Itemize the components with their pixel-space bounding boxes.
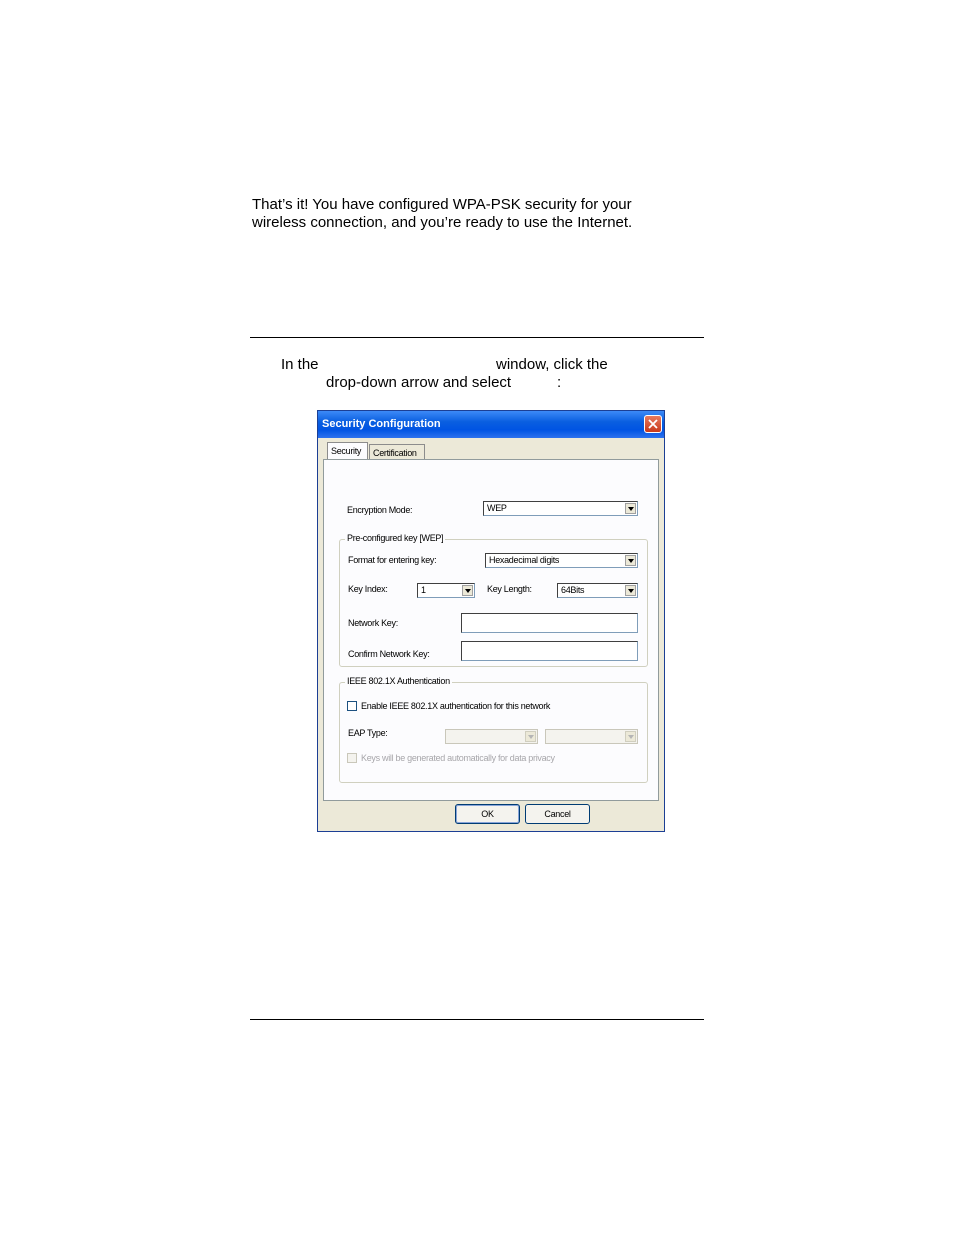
- key-index-dropdown-arrow[interactable]: [462, 585, 473, 596]
- close-icon: [648, 419, 658, 429]
- security-configuration-dialog: [317, 410, 665, 832]
- key-index-select[interactable]: [417, 583, 475, 598]
- tab-certification-label: Certification: [373, 448, 417, 458]
- key-index-label: Key Index:: [348, 584, 388, 594]
- intro-line-1: That’s it! You have configured WPA-PSK security for your: [252, 196, 632, 213]
- network-key-input[interactable]: [461, 613, 638, 633]
- dialog-title: Security Configuration: [322, 418, 441, 430]
- encryption-mode-value: WEP: [487, 503, 507, 513]
- format-label: Format for entering key:: [348, 555, 437, 565]
- title-bar[interactable]: [318, 411, 664, 438]
- encryption-mode-dropdown-arrow[interactable]: [625, 503, 636, 514]
- eap-type-label: EAP Type:: [348, 728, 388, 738]
- ieee-8021x-group: [339, 676, 648, 783]
- chevron-down-icon: [628, 507, 634, 511]
- keys-auto-label: Keys will be generated automatically for data privacy: [361, 753, 555, 763]
- key-length-select[interactable]: [557, 583, 638, 598]
- keys-auto-checkbox[interactable]: [347, 753, 357, 763]
- format-select[interactable]: [485, 553, 638, 568]
- step-text-2b: :: [557, 374, 562, 391]
- encryption-mode-select[interactable]: [483, 501, 638, 516]
- eap-type-select[interactable]: [445, 729, 538, 744]
- intro-line-2: wireless connection, and you’re ready to use the Internet.: [252, 214, 633, 231]
- chevron-down-icon: [628, 589, 634, 593]
- ok-button[interactable]: OK: [455, 804, 520, 824]
- security-tab-panel: [323, 459, 659, 801]
- close-button[interactable]: [644, 415, 662, 433]
- key-length-label: Key Length:: [487, 584, 532, 594]
- cancel-button[interactable]: Cancel: [525, 804, 590, 824]
- step-text-1b: window, click the: [496, 356, 608, 373]
- top-divider: [250, 337, 704, 338]
- preconfigured-key-group-label: Pre-configured key [WEP]: [347, 533, 444, 543]
- enable-ieee-checkbox[interactable]: [347, 701, 357, 711]
- step-text-1a: In the: [281, 356, 319, 373]
- tab-security-label: Security: [331, 446, 362, 456]
- chevron-down-icon: [465, 589, 471, 593]
- eap-subtype-select[interactable]: [545, 729, 638, 744]
- chevron-down-icon: [528, 735, 534, 739]
- confirm-network-key-input[interactable]: [461, 641, 638, 661]
- chevron-down-icon: [628, 735, 634, 739]
- format-dropdown-arrow[interactable]: [625, 555, 636, 566]
- preconfigured-key-group: [339, 533, 648, 667]
- eap-type-dropdown-arrow[interactable]: [525, 731, 536, 742]
- network-key-label: Network Key:: [348, 618, 398, 628]
- key-length-value: 64Bits: [561, 585, 585, 595]
- intro-paragraph: [252, 196, 712, 232]
- bottom-divider: [250, 1019, 704, 1020]
- tab-security[interactable]: [327, 442, 368, 460]
- enable-ieee-label: Enable IEEE 802.1X authentication for this network: [361, 701, 551, 711]
- key-index-value: 1: [421, 585, 426, 595]
- tab-certification[interactable]: [369, 444, 425, 460]
- key-length-dropdown-arrow[interactable]: [625, 585, 636, 596]
- eap-subtype-dropdown-arrow[interactable]: [625, 731, 636, 742]
- chevron-down-icon: [628, 559, 634, 563]
- step-text-2a: drop-down arrow and select: [326, 374, 512, 391]
- confirm-network-key-label: Confirm Network Key:: [348, 649, 430, 659]
- format-value: Hexadecimal digits: [489, 555, 560, 565]
- encryption-mode-label: Encryption Mode:: [347, 505, 413, 515]
- ieee-8021x-group-label: IEEE 802.1X Authentication: [347, 676, 450, 686]
